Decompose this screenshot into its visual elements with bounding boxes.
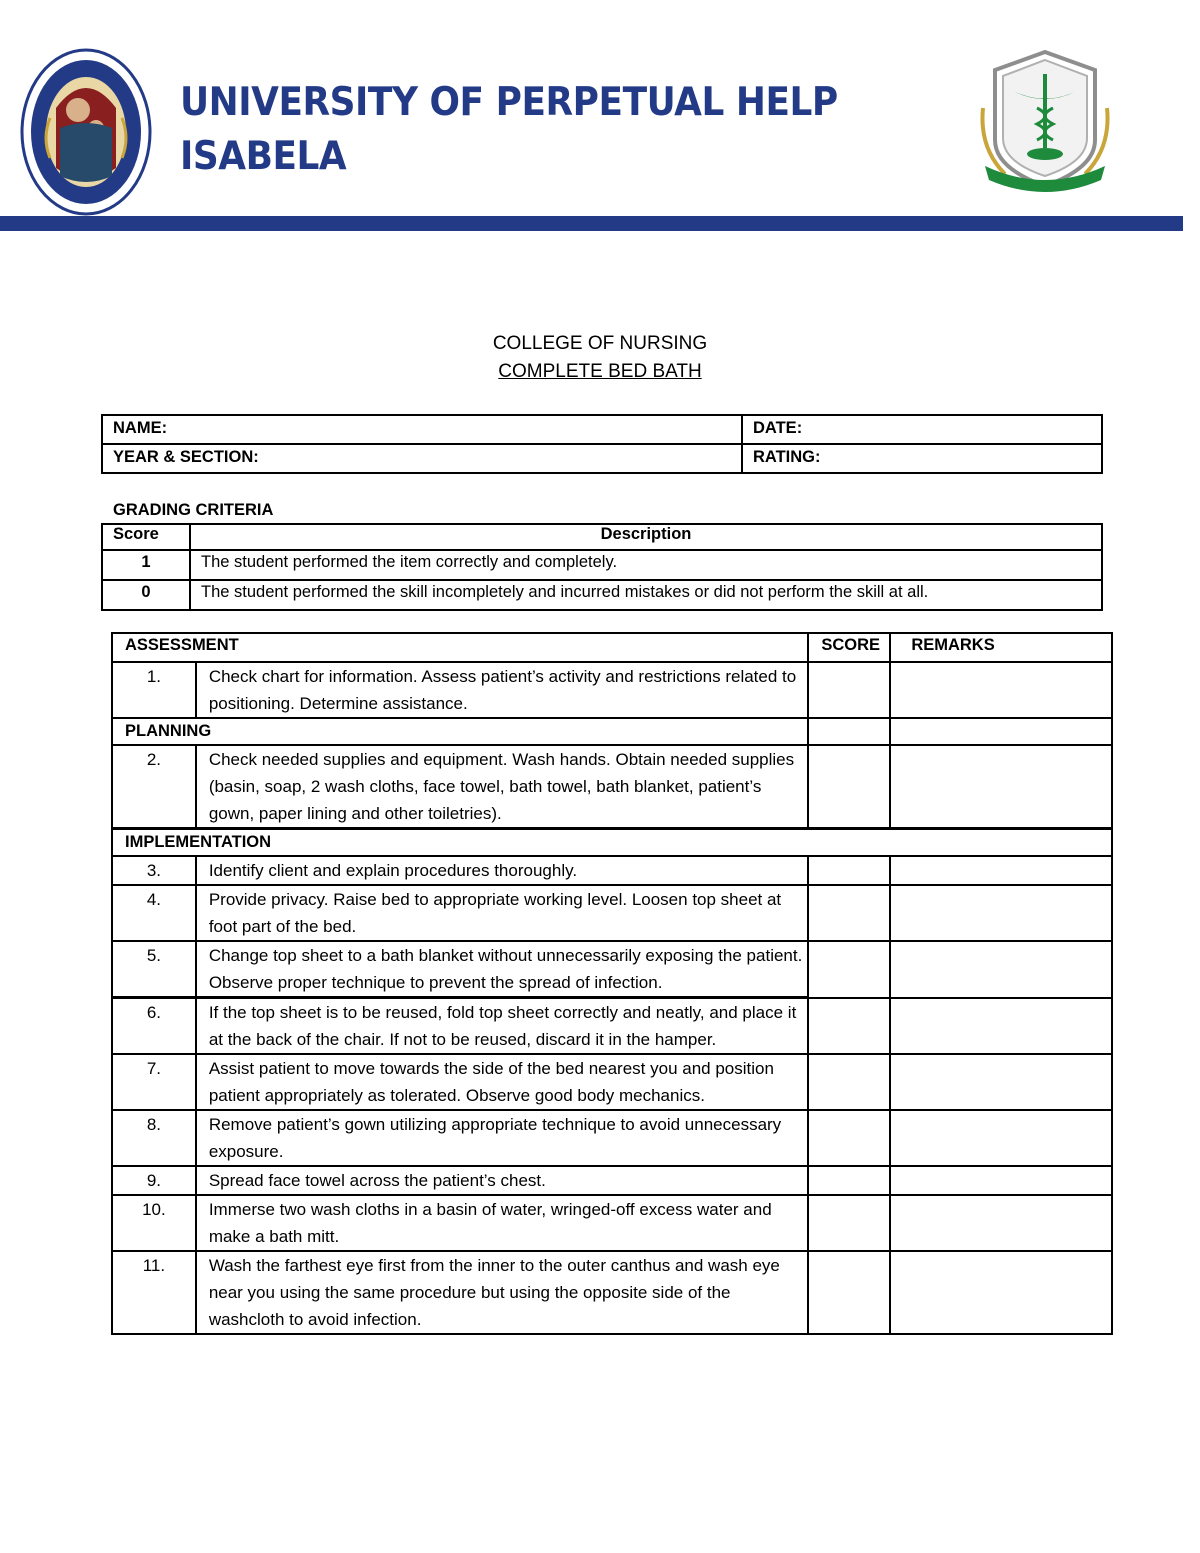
remarks-cell[interactable] [890, 1251, 1112, 1334]
grading-description: The student performed the skill incompletely and incurred mistakes or did not perform the skill at all. [190, 580, 1102, 610]
grading-score: 0 [102, 580, 190, 610]
table-row [112, 745, 1112, 829]
remarks-cell[interactable] [890, 1166, 1112, 1195]
grading-score: 1 [102, 550, 190, 580]
section-row [112, 829, 1112, 857]
date-field[interactable]: DATE: [742, 415, 1102, 444]
score-cell[interactable] [808, 941, 890, 998]
table-row [112, 998, 1112, 1055]
student-info-table [101, 414, 1103, 474]
score-cell[interactable] [808, 885, 890, 941]
university-name: UNIVERSITY OF PERPETUAL HELP [180, 80, 838, 125]
score-header: SCORE [808, 633, 890, 662]
step-number: 5. [112, 941, 196, 998]
document-title [0, 361, 1200, 383]
step-number: 4. [112, 885, 196, 941]
score-cell[interactable] [808, 745, 890, 829]
remarks-cell[interactable] [890, 885, 1112, 941]
score-cell[interactable] [808, 662, 890, 718]
step-description: Spread face towel across the patient’s chest. [196, 1166, 809, 1195]
table-row [112, 1054, 1112, 1110]
table-row [112, 941, 1112, 998]
score-cell[interactable] [808, 1195, 890, 1251]
table-row [112, 662, 1112, 718]
remarks-cell[interactable] [890, 662, 1112, 718]
assessment-header: ASSESSMENT [112, 633, 808, 662]
step-description: Wash the farthest eye first from the inner to the outer canthus and wash eye near you using the same procedure but using the opposite side of the washcloth to avoid infection. [196, 1251, 809, 1334]
remarks-header: REMARKS [890, 633, 1112, 662]
step-description: Identify client and explain procedures thoroughly. [196, 856, 809, 885]
university-seal-logo [20, 48, 152, 216]
step-number: 7. [112, 1054, 196, 1110]
step-description: If the top sheet is to be reused, fold top sheet correctly and neatly, and place it at the back of the chair. If not to be reused, discard it in the hamper. [196, 998, 809, 1055]
header-divider-bar [0, 216, 1183, 231]
grading-row [102, 580, 1102, 610]
document-title-text: COMPLETE BED BATH [498, 361, 702, 382]
grading-criteria-table [101, 523, 1103, 611]
step-number: 10. [112, 1195, 196, 1251]
step-number: 1. [112, 662, 196, 718]
year-section-field[interactable]: YEAR & SECTION: [102, 444, 742, 473]
step-description: Assist patient to move towards the side of the bed nearest you and position patient appropriately as tolerated. Observe good body mechanics. [196, 1054, 809, 1110]
step-description: Remove patient’s gown utilizing appropriate technique to avoid unnecessary exposure. [196, 1110, 809, 1166]
score-cell[interactable] [808, 856, 890, 885]
grading-score-header: Score [102, 524, 190, 550]
step-description: Immerse two wash cloths in a basin of water, wringed-off excess water and make a bath mitt. [196, 1195, 809, 1251]
step-number: 8. [112, 1110, 196, 1166]
step-description: Check needed supplies and equipment. Wash hands. Obtain needed supplies (basin, soap, 2 wash cloths, face towel, bath towel, bath blanket, patient’s gown, paper lining and other toiletries). [196, 745, 809, 829]
table-row [112, 1166, 1112, 1195]
grading-row [102, 550, 1102, 580]
step-number: 2. [112, 745, 196, 829]
step-description: Change top sheet to a bath blanket without unnecessarily exposing the patient. Observe proper technique to prevent the spread of infection. [196, 941, 809, 998]
step-number: 6. [112, 998, 196, 1055]
grading-criteria-label: GRADING CRITERIA [113, 501, 274, 519]
step-number: 9. [112, 1166, 196, 1195]
campus-name: ISABELA [180, 134, 347, 179]
remarks-cell[interactable] [890, 1195, 1112, 1251]
name-field[interactable]: NAME: [102, 415, 742, 444]
table-row [112, 1195, 1112, 1251]
section-heading-planning: PLANNING [112, 718, 808, 745]
step-description: Check chart for information. Assess patient’s activity and restrictions related to positioning. Determine assistance. [196, 662, 809, 718]
remarks-cell[interactable] [890, 941, 1112, 998]
table-row [112, 1110, 1112, 1166]
grading-description: The student performed the item correctly and completely. [190, 550, 1102, 580]
remarks-cell[interactable] [890, 998, 1112, 1055]
remarks-cell[interactable] [890, 856, 1112, 885]
rating-field[interactable]: RATING: [742, 444, 1102, 473]
step-number: 11. [112, 1251, 196, 1334]
step-number: 3. [112, 856, 196, 885]
grading-description-header: Description [190, 524, 1102, 550]
table-row [112, 885, 1112, 941]
score-cell[interactable] [808, 718, 890, 745]
remarks-cell[interactable] [890, 745, 1112, 829]
college-of-nursing-seal-logo [975, 48, 1115, 194]
score-cell[interactable] [808, 1251, 890, 1334]
score-cell[interactable] [808, 1166, 890, 1195]
remarks-cell[interactable] [890, 1110, 1112, 1166]
section-heading-implementation: IMPLEMENTATION [112, 829, 1112, 857]
section-row [112, 718, 1112, 745]
score-cell[interactable] [808, 998, 890, 1055]
score-cell[interactable] [808, 1110, 890, 1166]
step-description: Provide privacy. Raise bed to appropriate working level. Loosen top sheet at foot part of the bed. [196, 885, 809, 941]
table-row [112, 1251, 1112, 1334]
score-cell[interactable] [808, 1054, 890, 1110]
remarks-cell[interactable] [890, 1054, 1112, 1110]
college-heading: COLLEGE OF NURSING [492, 333, 708, 354]
remarks-cell[interactable] [890, 718, 1112, 745]
table-row [112, 856, 1112, 885]
procedure-checklist-table [111, 632, 1113, 1335]
